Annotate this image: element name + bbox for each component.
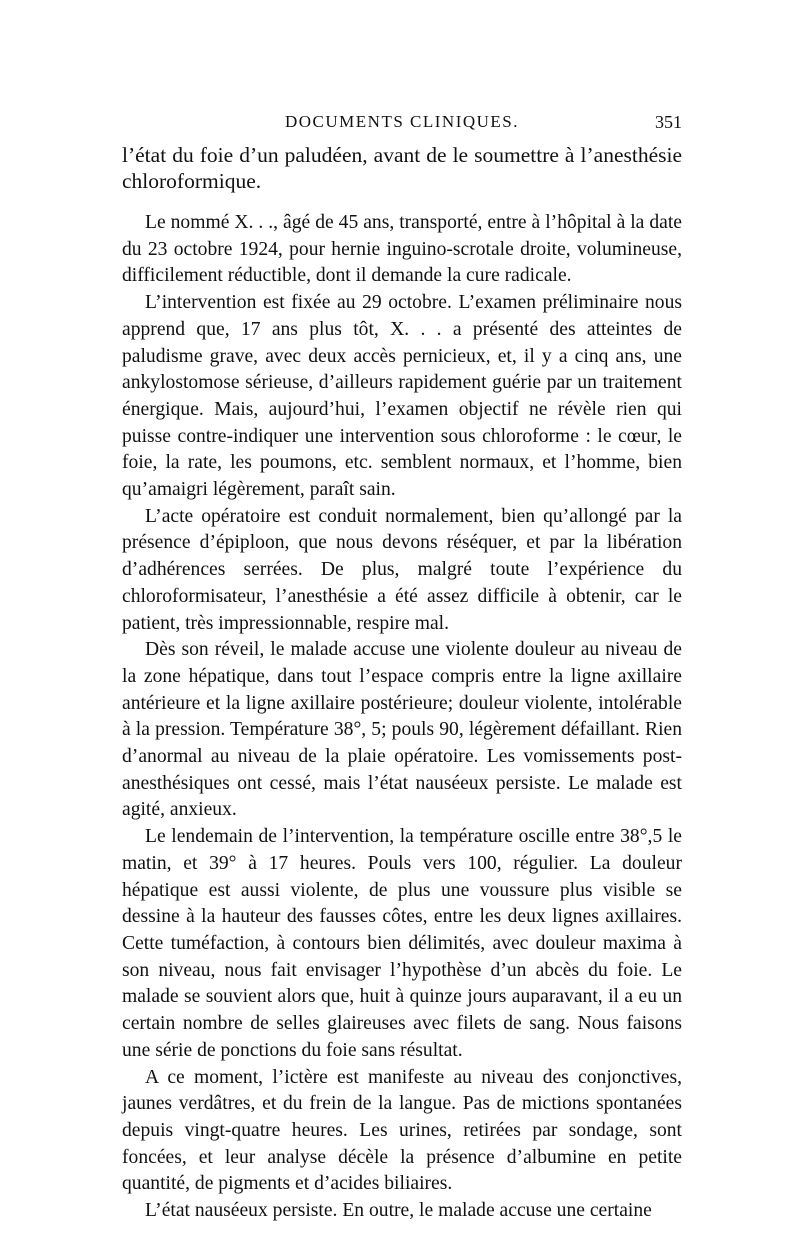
paragraph: Dès son réveil, le malade accuse une violente douleur au niveau de la zone hépatique, dans tout l’espace compris entre la ligne axillaire antérieure et la ligne axillaire postérieure; douleur violente, intolérable à la pression. Température 38°, 5; pouls 90, légèrement défaillant. Rien d’anormal au niveau de la plaie opératoire. Les vomissements post-anesthésiques ont cessé, mais l’état nauséeux persiste. Le malade est agité, anxieux. bbox=[122, 639, 682, 821]
paragraph: L’état nauséeux persiste. En outre, le malade accuse une certaine bbox=[145, 1200, 652, 1222]
body-text bbox=[122, 142, 682, 1225]
paragraph-continuation: l’état du foie d’un paludéen, avant de le soumettre à l’anesthésie chloroformique. bbox=[122, 143, 682, 193]
paragraph: A ce moment, l’ictère est manifeste au niveau des conjonctives, jaunes verdâtres, et du frein de la langue. Pas de mictions spontanées depuis vingt-quatre heures. Les urines, retirées par sondage, sont foncées, et leur analyse décèle la présence d’albumine en petite quantité, de pigments et d’acides biliaires. bbox=[122, 1066, 682, 1195]
page-number: 351 bbox=[655, 112, 682, 132]
paragraph: L’acte opératoire est conduit normalement, bien qu’allongé par la présence d’épiploon, que nous devons réséquer, et par la libération d’adhérences serrées. De plus, malgré toute l’expérience du chloroformisateur, l’anesthésie a été assez difficile à obtenir, car le patient, très impressionnable, respire mal. bbox=[122, 505, 682, 634]
paragraph: Le lendemain de l’intervention, la température oscille entre 38°,5 le matin, et 39° à 17 heures. Pouls vers 100, régulier. La douleur hépatique est aussi violente, de plus une voussure plus visible se dessine à la hauteur des fausses côtes, entre les deux lignes axillaires. Cette tuméfaction, à contours bien délimités, avec douleur maxima à son niveau, nous fait envisager l’hypothèse d’un abcès du foie. Le malade se souvient alors que, huit à quinze jours auparavant, il a eu un certain nombre de selles glaireuses avec filets de sang. Nous faisons une série de ponctions du foie sans résultat. bbox=[122, 826, 682, 1061]
running-head bbox=[122, 112, 682, 138]
header-title: DOCUMENTS CLINIQUES. bbox=[285, 112, 519, 131]
paragraph: Le nommé X. . ., âgé de 45 ans, transporté, entre à l’hôpital à la date du 23 octobre 1924, pour hernie inguino-scrotale droite, volumineuse, difficilement réductible, dont il demande la cure radicale. bbox=[122, 212, 682, 287]
paragraph: L’intervention est fixée au 29 octobre. L’examen préliminaire nous apprend que, 17 ans plus tôt, X. . . a présenté des atteintes de paludisme grave, avec deux accès pernicieux, et, il y a cinq ans, une ankylostomose sérieuse, d’ailleurs rapidement guérie par un traitement énergique. Mais, aujourd’hui, l’examen objectif ne révèle rien qui puisse contre-indiquer une intervention sous chloroforme : le cœur, le foie, la rate, les poumons, etc. semblent normaux, et l’homme, bien qu’amaigri légèrement, paraît sain. bbox=[122, 292, 682, 501]
